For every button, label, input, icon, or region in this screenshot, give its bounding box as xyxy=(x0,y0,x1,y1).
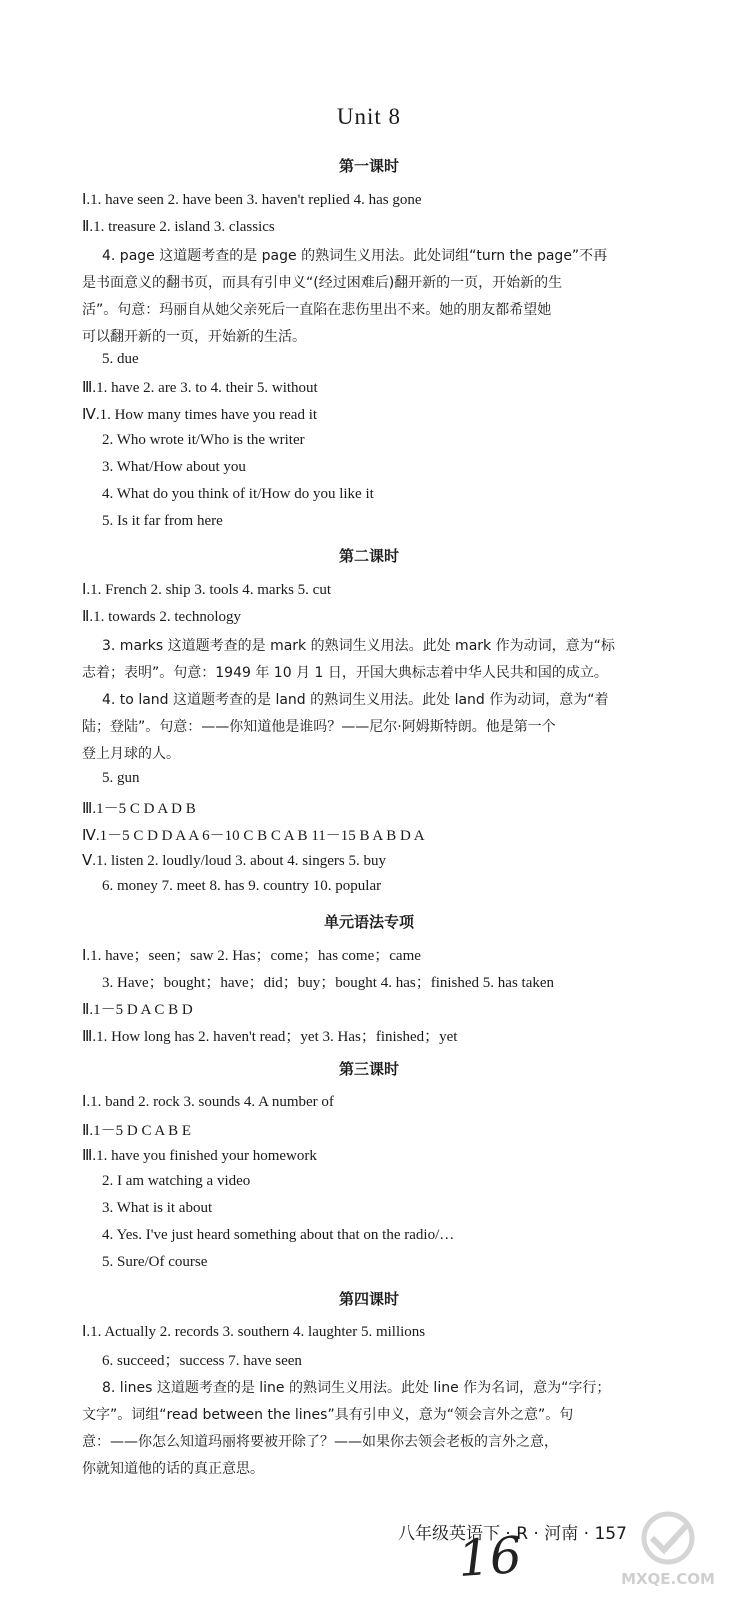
handwritten-number: 16 xyxy=(456,1525,524,1589)
answer-line: Ⅲ.1. How long has 2. haven't read；yet 3. Has；finished；yet xyxy=(82,1029,458,1045)
answer-line: 5. Sure/Of course xyxy=(102,1254,208,1270)
answer-line: 登上月球的人。 xyxy=(82,746,180,762)
answer-line: Ⅱ.1－5 D A C B D xyxy=(82,1002,193,1018)
answer-line: Ⅲ.1. have you finished your homework xyxy=(82,1148,317,1164)
answer-line: Ⅰ.1. French 2. ship 3. tools 4. marks 5. cut xyxy=(82,582,331,598)
section-title: 第二课时 xyxy=(338,547,399,565)
answer-line: 6. succeed；success 7. have seen xyxy=(102,1353,302,1369)
answer-line: Ⅳ.1－5 C D D A A 6－10 C B C A B 11－15 B A B D A xyxy=(82,828,425,844)
section-title: 第一课时 xyxy=(338,157,399,175)
answer-line: 6. money 7. meet 8. has 9. country 10. popular xyxy=(102,878,382,894)
answer-line: Ⅰ.1. have seen 2. have been 3. haven't replied 4. has gone xyxy=(82,192,422,208)
answer-line: Ⅱ.1. treasure 2. island 3. classics xyxy=(82,219,275,235)
answer-line: Ⅲ.1. have 2. are 3. to 4. their 5. without xyxy=(82,380,318,396)
answer-line: 志着；表明”。句意：1949 年 10 月 1 日，开国大典标志着中华人民共和国的成立。 xyxy=(82,665,608,681)
answer-line: 意：——你怎么知道玛丽将要被开除了？——如果你去领会老板的言外之意， xyxy=(82,1434,558,1450)
answer-line: Ⅳ.1. How many times have you read it xyxy=(82,407,318,423)
answer-line: 可以翻开新的一页，开始新的生活。 xyxy=(82,329,306,345)
section-title: 第三课时 xyxy=(338,1060,399,1078)
unit-title: Unit 8 xyxy=(336,104,402,129)
answer-line: 4. to land 这道题考查的是 land 的熟词生义用法。此处 land 作为动词，意为“着 xyxy=(102,692,609,708)
answer-line: 3. marks 这道题考查的是 mark 的熟词生义用法。此处 mark 作为动词，意为“标 xyxy=(102,638,615,654)
section-title: 第四课时 xyxy=(338,1290,399,1308)
answer-line: 4. page 这道题考查的是 page 的熟词生义用法。此处词组“turn the page”不再 xyxy=(102,248,608,264)
answer-line: 4. Yes. I've just heard something about that on the radio/… xyxy=(102,1227,455,1243)
answer-line: Ⅲ.1－5 C D A D B xyxy=(82,801,196,817)
answer-line: 5. gun xyxy=(102,770,140,786)
answer-line: 是书面意义的翻书页，而具有引申义“(经过困难后)翻开新的一页，开始新的生 xyxy=(82,275,563,291)
answer-line: 陆；登陆”。句意：——你知道他是谁吗？——尼尔·阿姆斯特朗。他是第一个 xyxy=(82,719,556,735)
answer-line: 3. What/How about you xyxy=(102,459,246,475)
answer-line: Ⅱ.1. towards 2. technology xyxy=(82,609,242,625)
answer-line: 2. I am watching a video xyxy=(102,1173,251,1189)
answer-line: 活”。句意：玛丽自从她父亲死后一直陷在悲伤里出不来。她的朋友都希望她 xyxy=(82,302,552,318)
answer-line: 5. due xyxy=(102,351,139,367)
answer-line: 8. lines 这道题考查的是 line 的熟词生义用法。此处 line 作为名词，意为“字行； xyxy=(102,1380,611,1396)
page-footer: 八年级英语下 · R · 河南 · 157 xyxy=(398,1524,627,1544)
answer-line: 文字”。词组“read between the lines”具有引申义，意为“领会言外之意”。句 xyxy=(82,1407,574,1423)
answer-line: 你就知道他的话的真正意思。 xyxy=(82,1461,264,1477)
answer-line: Ⅰ.1. band 2. rock 3. sounds 4. A number of xyxy=(82,1094,334,1110)
answer-line: Ⅴ.1. listen 2. loudly/loud 3. about 4. singers 5. buy xyxy=(82,853,386,869)
answer-line: 4. What do you think of it/How do you like it xyxy=(102,486,374,502)
answer-line: Ⅱ.1－5 D C A B E xyxy=(82,1123,192,1139)
answer-line: Ⅰ.1. have；seen；saw 2. Has；come；has come；came xyxy=(82,948,421,964)
answer-line: Ⅰ.1. Actually 2. records 3. southern 4. laughter 5. millions xyxy=(82,1324,426,1340)
answer-line: 2. Who wrote it/Who is the writer xyxy=(102,432,305,448)
section-title: 单元语法专项 xyxy=(323,913,414,931)
answer-line: 5. Is it far from here xyxy=(102,513,223,529)
watermark-text: MXQE.COM xyxy=(621,1570,715,1588)
watermark-logo xyxy=(618,1508,718,1592)
answer-line: 3. What is it about xyxy=(102,1200,213,1216)
answer-line: 3. Have；bought；have；did；buy；bought 4. has；finished 5. has taken xyxy=(102,975,555,991)
